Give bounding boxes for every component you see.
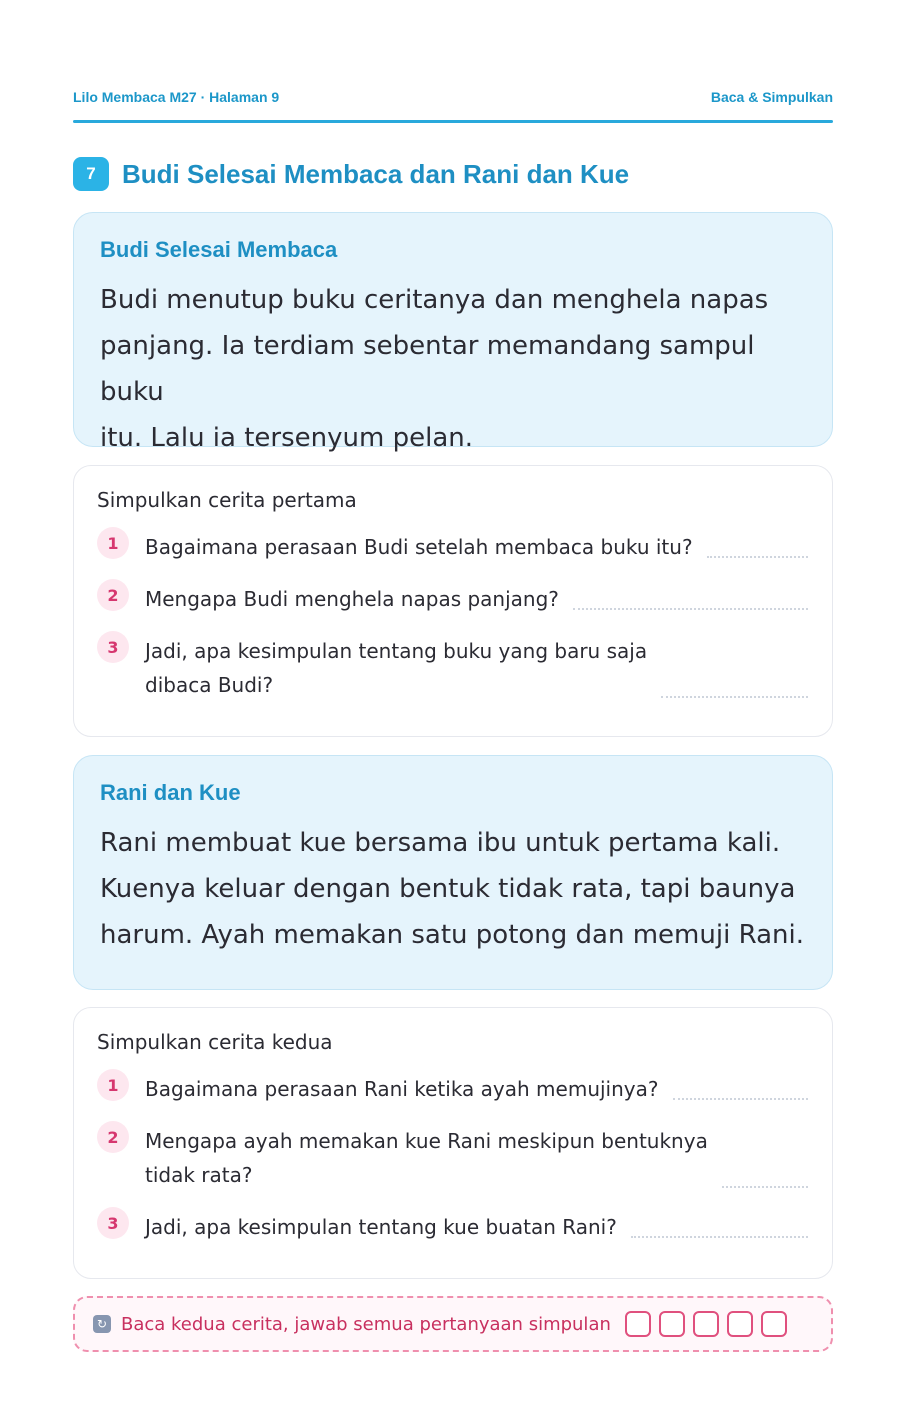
page-header [73, 89, 833, 105]
story-line: itu. Lalu ia tersenyum pelan. [100, 423, 473, 453]
progress-checkboxes [625, 1311, 795, 1337]
question-text [145, 634, 647, 702]
section-number-badge: 7 [73, 157, 109, 191]
question-text: Bagaimana perasaan Budi setelah membaca buku itu? [145, 535, 693, 559]
question-text: Bagaimana perasaan Rani ketika ayah memujinya? [145, 1077, 659, 1101]
question-line: Mengapa ayah memakan kue Rani meskipun bentuknya [145, 1129, 708, 1153]
question-item [97, 1210, 808, 1244]
story-line: panjang. Ia terdiam sebentar memandang sampul buku [100, 331, 755, 407]
section-heading [73, 157, 629, 191]
question-item [97, 530, 808, 564]
story-text [100, 277, 806, 461]
question-item [97, 1124, 808, 1192]
progress-checkbox[interactable] [659, 1311, 685, 1337]
progress-checkbox[interactable] [625, 1311, 651, 1337]
story-line: Kuenya keluar dengan bentuk tidak rata, tapi baunya [100, 874, 796, 904]
question-item [97, 634, 808, 702]
header-divider [73, 120, 833, 123]
answer-line[interactable] [707, 530, 808, 558]
question-number: 1 [97, 1069, 129, 1101]
question-number: 2 [97, 579, 129, 611]
answer-line[interactable] [673, 1072, 809, 1100]
answer-line[interactable] [631, 1210, 808, 1238]
story-text [100, 820, 806, 958]
section-title: Budi Selesai Membaca dan Rani dan Kue [122, 158, 630, 189]
header-book-info: Lilo Membaca M27 · Halaman 9 [73, 89, 280, 105]
question-number: 3 [97, 631, 129, 663]
story-line: Rani membuat kue bersama ibu untuk pertama kali. [100, 828, 781, 858]
question-box-title: Simpulkan cerita kedua [97, 1030, 333, 1054]
question-text: Jadi, apa kesimpulan tentang kue buatan Rani? [145, 1215, 617, 1239]
progress-checkbox[interactable] [761, 1311, 787, 1337]
question-number: 2 [97, 1121, 129, 1153]
question-line: tidak rata? [145, 1163, 253, 1187]
question-line: Jadi, apa kesimpulan tentang buku yang baru saja [145, 639, 648, 663]
story-title: Rani dan Kue [100, 780, 241, 805]
question-number: 3 [97, 1207, 129, 1239]
question-item [97, 582, 808, 616]
loop-icon: ↻ [93, 1315, 111, 1333]
footer-instruction: Baca kedua cerita, jawab semua pertanyaan simpulan [121, 1313, 611, 1335]
story-card-1 [73, 212, 833, 453]
question-line: dibaca Budi? [145, 673, 274, 697]
question-box-1 [73, 465, 833, 737]
completion-footer [73, 1296, 833, 1352]
question-item [97, 1072, 808, 1106]
question-text [145, 1124, 708, 1192]
question-text: Mengapa Budi menghela napas panjang? [145, 587, 559, 611]
question-box-2 [73, 1007, 833, 1279]
header-activity: Baca & Simpulkan [710, 89, 833, 105]
story-card-2 [73, 755, 833, 990]
answer-line[interactable] [722, 1186, 808, 1188]
progress-checkbox[interactable] [727, 1311, 753, 1337]
story-title: Budi Selesai Membaca [100, 237, 338, 262]
story-line: harum. Ayah memakan satu potong dan memuji Rani. [100, 920, 804, 950]
answer-line[interactable] [661, 696, 808, 698]
story-line: Budi menutup buku ceritanya dan menghela napas [100, 285, 769, 315]
question-number: 1 [97, 527, 129, 559]
question-box-title: Simpulkan cerita pertama [97, 488, 357, 512]
answer-line[interactable] [573, 582, 808, 610]
progress-checkbox[interactable] [693, 1311, 719, 1337]
